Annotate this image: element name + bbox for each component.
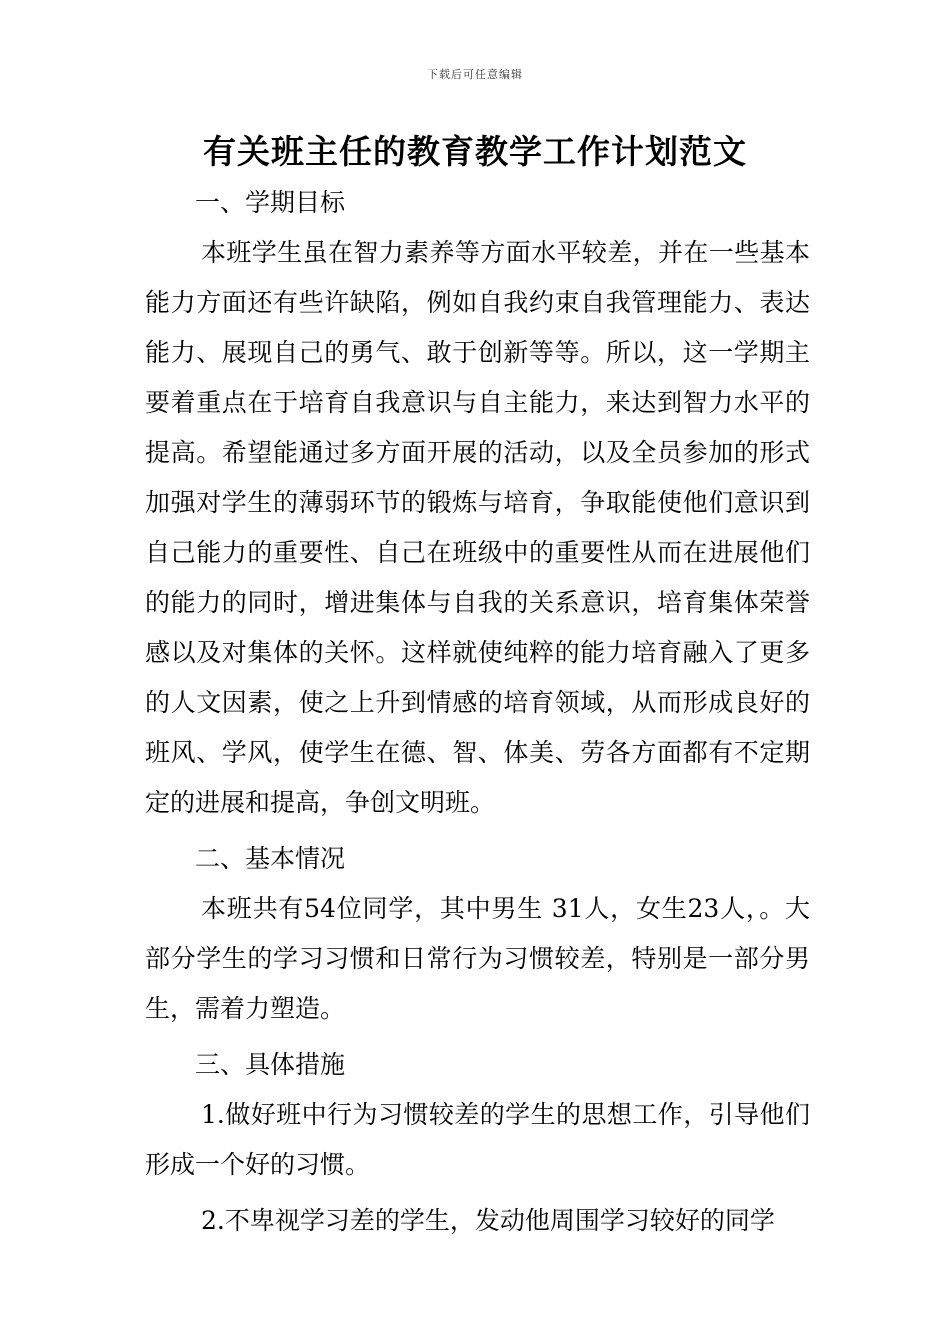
section-heading-goals: 一、学期目标 [195, 188, 346, 217]
measure-item-1: 1.做好班中行为习惯较差的学生的思想工作，引导他们形成一个好的习惯。 [145, 1100, 810, 1179]
paragraph-goals: 本班学生虽在智力素养等方面水平较差，并在一些基本能力方面还有些许缺陷，例如自我约束自我管理能力、表达能力、展现自己的勇气、敢于创新等等。所以，这一学期主要着重点在于培育自我意识与自主能力，来达到智力水平的提高。希望能通过多方面开展的活动，以及全员参加的形式加强对学生的薄弱环节的锻炼与培育，争取能使他们意识到自己能力的重要性、自己在班级中的重要性从而在进展他们的能力的同时，增进集体与自我的关系意识，培育集体荣誉感以及对集体的关怀。这样就使纯粹的能力培育融入了更多的人文因素，使之上升到情感的培育领域，从而形成良好的班风、学风，使学生在德、智、体美、劳各方面都有不定期定的进展和提高，争创文明班。 [145, 238, 810, 817]
document-body [145, 178, 810, 1246]
header-note: 下载后可任意编辑 [427, 68, 523, 81]
measure-item-2: 2.不卑视学习差的学生，发动他周围学习较好的同学 [201, 1206, 775, 1235]
section-heading-basic-info: 二、基本情况 [195, 844, 346, 873]
paragraph-basic-info: 本班共有54位同学，其中男生 31人，女生23人，。大部分学生的学习习惯和日常行为习惯较差，特别是一部分男生，需着力塑造。 [145, 894, 810, 1023]
document-title: 有关班主任的教育教学工作计划范文 [203, 132, 747, 171]
section-heading-measures: 三、具体措施 [195, 1050, 346, 1079]
